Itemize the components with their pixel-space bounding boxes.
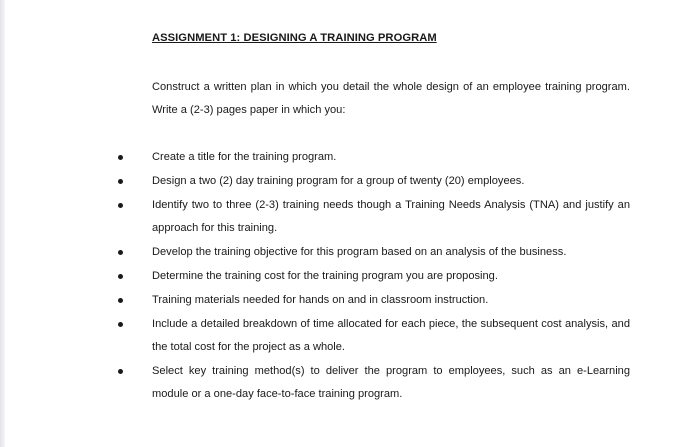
bullet-icon [118,274,123,279]
list-item [0,170,630,193]
assignment-heading: ASSIGNMENT 1: DESIGNING A TRAINING PROGRAM [152,32,437,44]
requirements-list [0,146,700,407]
list-item [0,360,630,406]
intro-paragraph: Construct a written plan in which you detail the whole design of an employee training program. Write a (2-3) pages paper in which you: [152,81,630,116]
bullet-icon [118,298,123,303]
list-item [0,194,630,240]
bullet-icon [118,322,123,327]
list-item-text: Include a detailed breakdown of time allocated for each piece, the subsequent cost analysis, and the total cost for the project as a whole. [152,318,630,353]
list-item-text: Develop the training objective for this program based on an analysis of the business. [152,246,567,258]
list-item [0,289,630,312]
bullet-icon [118,369,123,374]
list-item [0,146,630,169]
list-item-text: Training materials needed for hands on and in classroom instruction. [152,294,489,306]
bullet-icon [118,155,123,160]
list-item-text: Determine the training cost for the training program you are proposing. [152,270,498,282]
bullet-icon [118,250,123,255]
list-item [0,241,630,264]
bullet-icon [118,203,123,208]
list-item [0,265,630,288]
bullet-icon [118,179,123,184]
list-item-text: Identify two to three (2-3) training needs though a Training Needs Analysis (TNA) and justify an approach for this training. [152,199,630,234]
list-item-text: Design a two (2) day training program for a group of twenty (20) employees. [152,175,525,187]
list-item-text: Create a title for the training program. [152,151,337,163]
list-item [0,313,630,359]
list-item-text: Select key training method(s) to deliver the program to employees, such as an e-Learning module or a one-day face-to-face training program. [152,365,630,400]
